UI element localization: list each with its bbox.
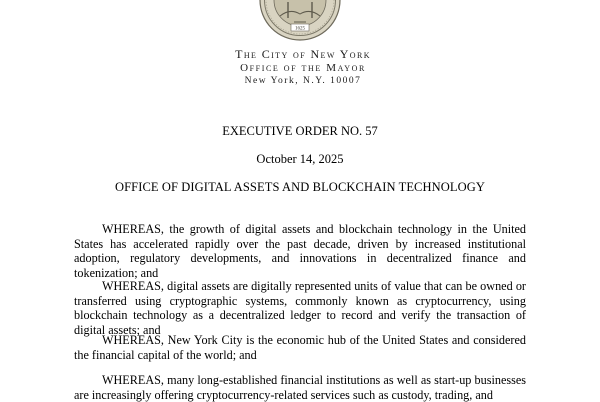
letterhead (228, 48, 378, 89)
order-date: October 14, 2025 (256, 152, 344, 166)
order-number: EXECUTIVE ORDER NO. 57 (222, 124, 378, 138)
order-title: OFFICE OF DIGITAL ASSETS AND BLOCKCHAIN TECHNOLOGY (115, 180, 485, 194)
letterhead-address: New York, N.Y. 10007 (244, 76, 362, 86)
city-seal (258, 0, 342, 42)
whereas-paragraph-4: WHEREAS, many long-established financial institutions as well as start-up businesses are increasingly offering cryptocurrency-related services such as custody, trading, and (74, 373, 526, 402)
letterhead-city: The City of New York (235, 47, 371, 61)
whereas-paragraph-2: WHEREAS, digital assets are digitally represented units of value that can be owned or transferred using cryptographic systems, commonly known as cryptocurrency, using blockchain technology as a decentralized ledger to record and verify the transaction of digital assets; and (74, 279, 526, 337)
whereas-paragraph-3: WHEREAS, New York City is the economic hub of the United States and considered the financial capital of the world; and (74, 333, 526, 362)
letterhead-office: Office of the Mayor (240, 61, 366, 74)
seal-year: 1625 (295, 26, 305, 32)
whereas-paragraph-1: WHEREAS, the growth of digital assets and blockchain technology in the United States has accelerated rapidly over the past decade, driven by increased institutional adoption, regulatory developments, and innovations in decentralized finance and tokenization; and (74, 222, 526, 280)
